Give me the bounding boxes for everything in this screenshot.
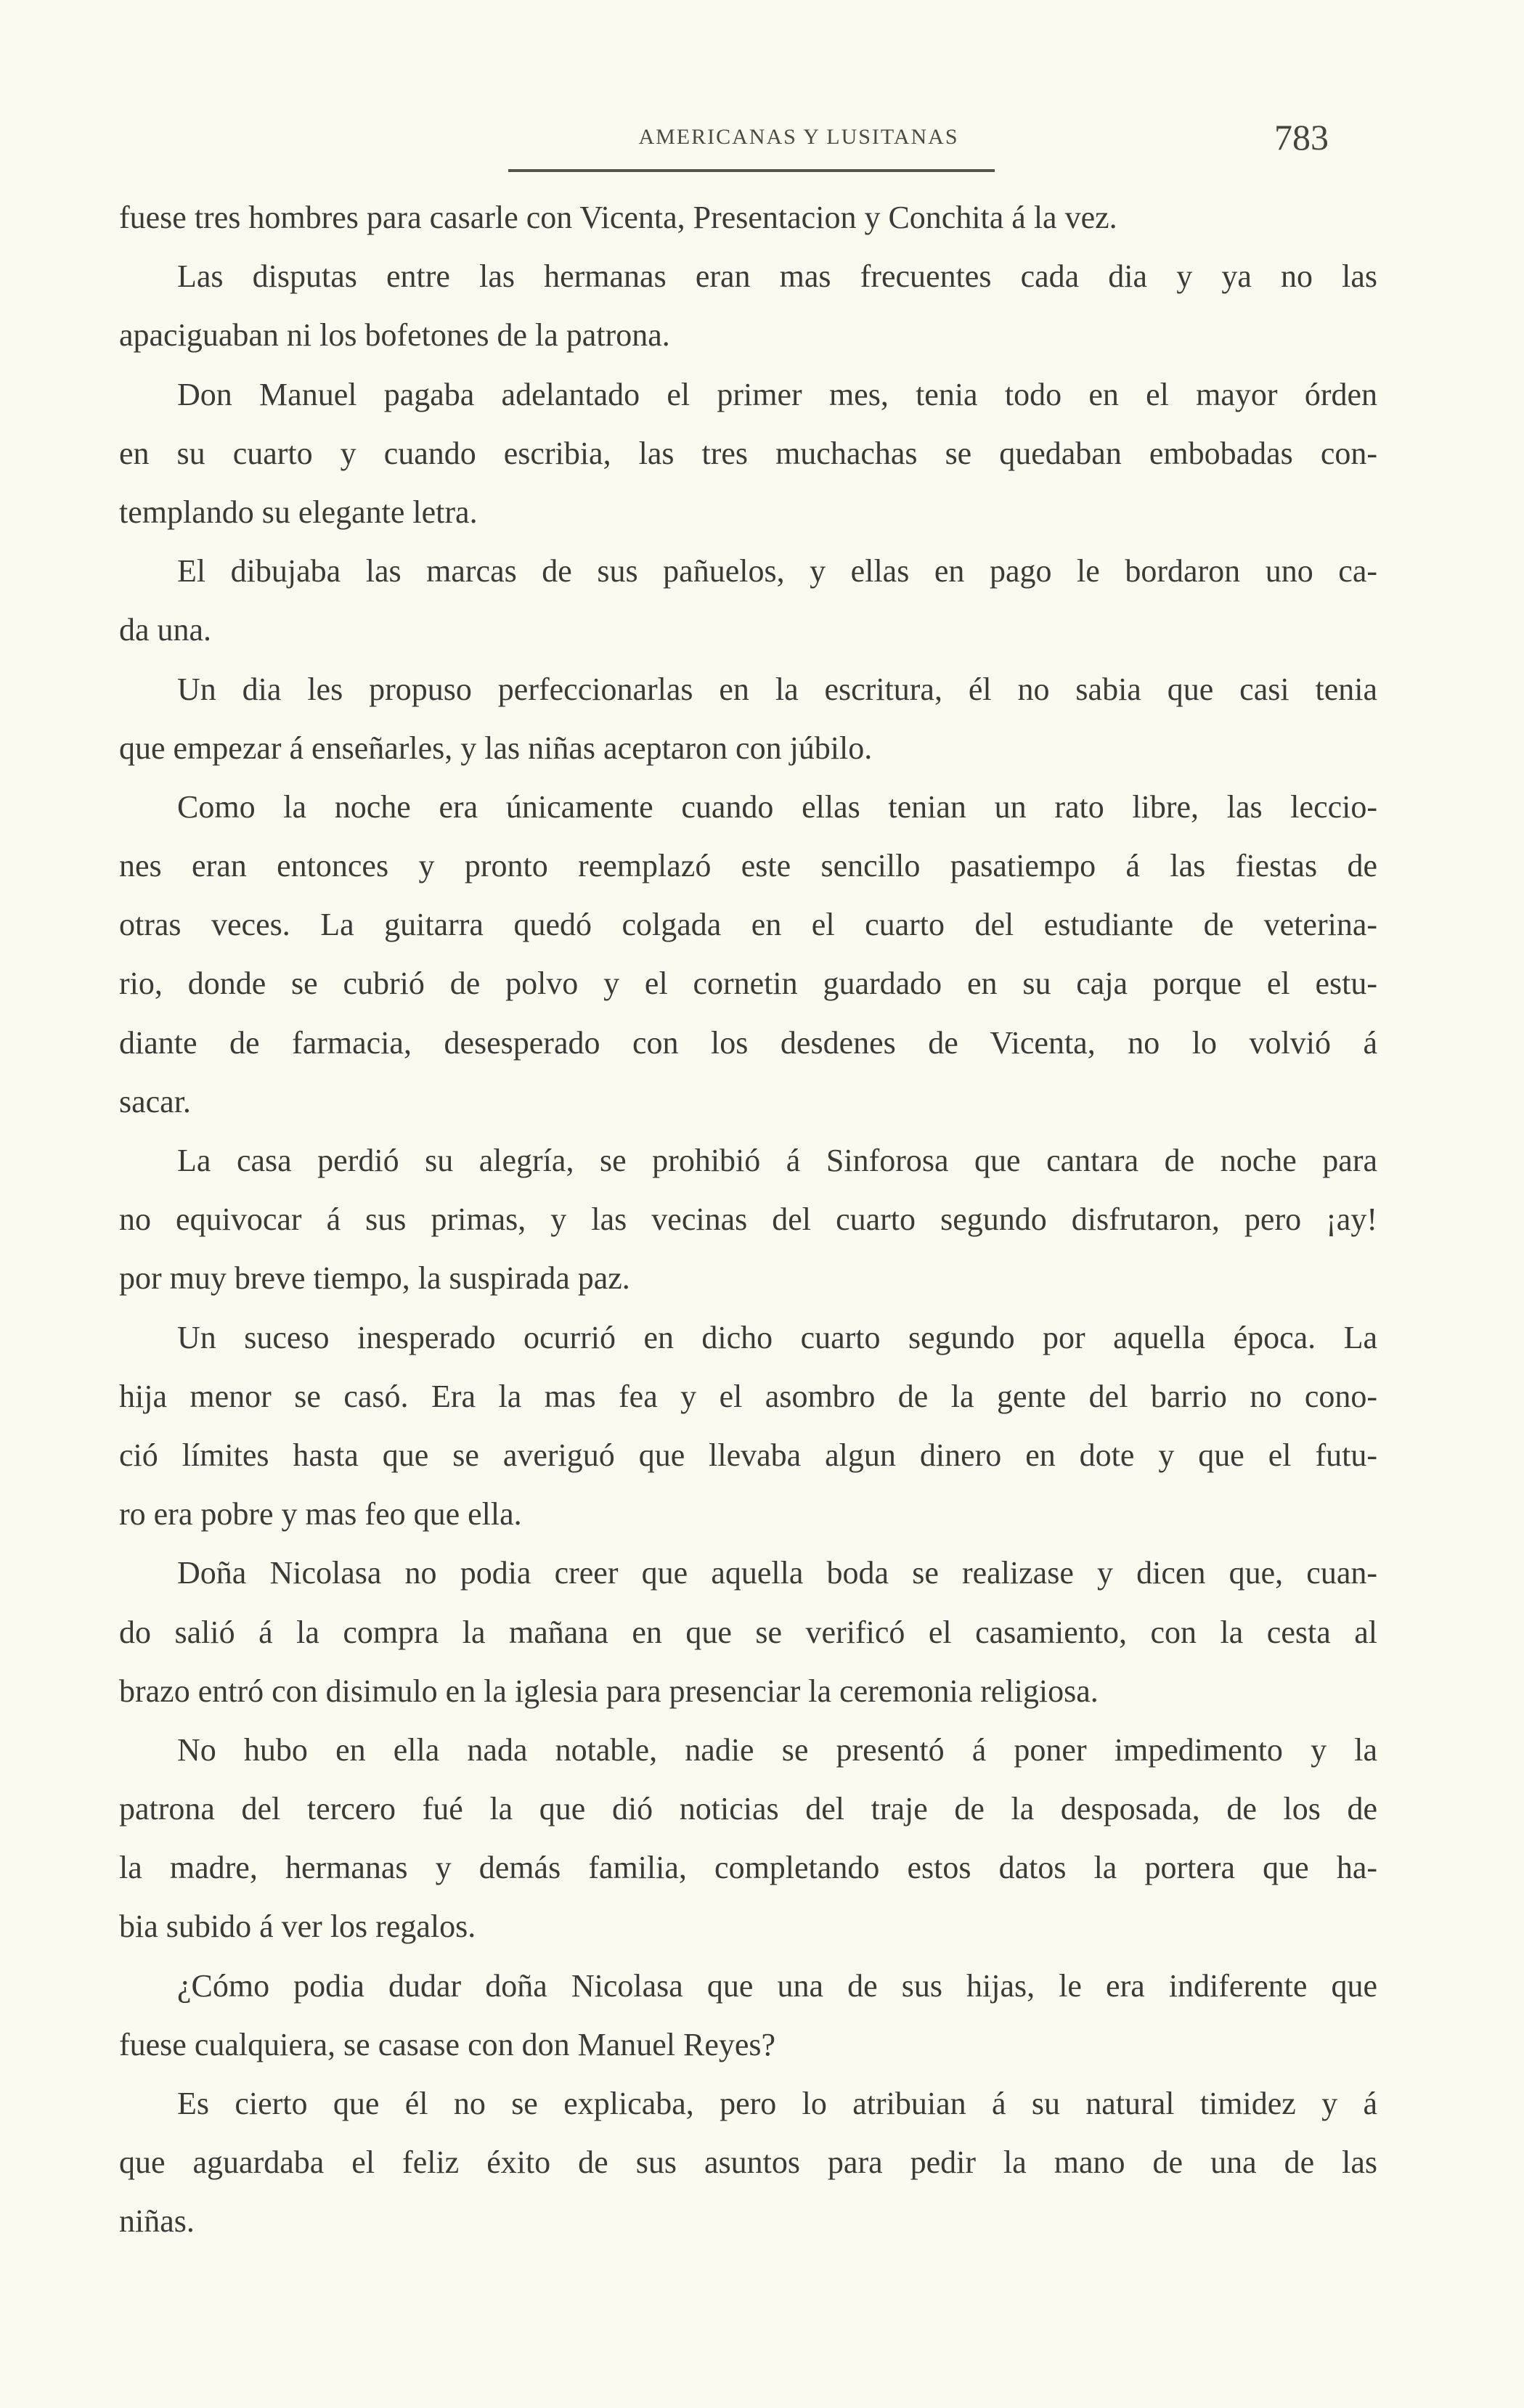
paragraph xyxy=(119,2074,1377,2251)
text-line: la madre, hermanas y demás familia, completando estos datos la portera que ha- xyxy=(119,1850,1377,1886)
text-line: La casa perdió su alegría, se prohibió á Sinforosa que cantara de noche para xyxy=(177,1143,1377,1178)
text-line: Don Manuel pagaba adelantado el primer mes, tenia todo en el mayor órden xyxy=(177,376,1377,412)
text-line: nes eran entonces y pronto reemplazó este sencillo pasatiempo á las fiestas de xyxy=(119,848,1377,884)
text-line: fuese tres hombres para casarle con Vicenta, Presentacion y Conchita á la vez. xyxy=(119,200,1117,235)
text-line: Un suceso inesperado ocurrió en dicho cuarto segundo por aquella época. La xyxy=(177,1319,1377,1355)
text-line: Doña Nicolasa no podia creer que aquella boda se realizase y dicen que, cuan- xyxy=(177,1555,1377,1591)
text-line: Es cierto que él no se explicaba, pero lo atribuian á su natural timidez y á xyxy=(177,2086,1377,2121)
text-line: bia subido á ver los regalos. xyxy=(119,1909,476,1945)
text-line: no equivocar á sus primas, y las vecinas del cuarto segundo disfrutaron, pero ¡ay! xyxy=(119,1201,1377,1238)
body-text xyxy=(119,188,1377,2251)
paragraph xyxy=(119,247,1377,364)
text-line: do salió á la compra la mañana en que se verificó el casamiento, con la cesta al xyxy=(119,1614,1377,1650)
running-head-title: AMERICANAS Y LUSITANAS xyxy=(638,125,959,149)
text-line: Las disputas entre las hermanas eran mas frecuentes cada dia y ya no las xyxy=(177,258,1377,295)
text-line: patrona del tercero fué la que dió noticias del traje de la desposada, de los de xyxy=(119,1791,1377,1827)
paragraph xyxy=(119,778,1377,1131)
text-line: El dibujaba las marcas de sus pañuelos, y ellas en pago le bordaron uno ca- xyxy=(177,553,1377,589)
text-line: diante de farmacia, desesperado con los desdenes de Vicenta, no lo volvió á xyxy=(119,1024,1377,1061)
text-line: en su cuarto y cuando escribia, las tres muchachas se quedaban embobadas con- xyxy=(119,435,1377,471)
text-line: ¿Cómo podia dudar doña Nicolasa que una de sus hijas, le era indiferente que xyxy=(177,1967,1377,2004)
text-line: da una. xyxy=(119,612,212,648)
text-line: por muy breve tiempo, la suspirada paz. xyxy=(119,1260,630,1297)
text-line: brazo entró con disimulo en la iglesia para presenciar la ceremonia religiosa. xyxy=(119,1673,1099,1709)
paragraph xyxy=(119,1131,1377,1308)
paragraph xyxy=(119,660,1377,778)
text-line: ció límites hasta que se averiguó que llevaba algun dinero en dote y que el futu- xyxy=(119,1437,1377,1473)
text-line: que empezar á enseñarles, y las niñas aceptaron con júbilo. xyxy=(119,730,873,766)
paragraph xyxy=(119,365,1377,542)
text-line: rio, donde se cubrió de polvo y el cornetin guardado en su caja porque el estu- xyxy=(119,966,1377,1002)
page-number: 783 xyxy=(1274,117,1329,158)
text-line: ro era pobre y mas feo que ella. xyxy=(119,1496,522,1532)
text-line: apaciguaban ni los bofetones de la patrona. xyxy=(119,317,670,354)
paragraph xyxy=(119,188,1377,247)
text-line: que aguardaba el feliz éxito de sus asuntos para pedir la mano de una de las xyxy=(119,2144,1377,2181)
paragraph xyxy=(119,1543,1377,1721)
paragraph xyxy=(119,1308,1377,1544)
text-line: templando su elegante letra. xyxy=(119,494,478,530)
text-line: Como la noche era únicamente cuando ellas tenian un rato libre, las leccio- xyxy=(177,788,1377,825)
text-line: sacar. xyxy=(119,1083,191,1119)
header-rule-divider xyxy=(508,169,995,172)
text-line: niñas. xyxy=(119,2203,195,2240)
paragraph xyxy=(119,1721,1377,1956)
paragraph xyxy=(119,542,1377,659)
text-line: otras veces. La guitarra quedó colgada en el cuarto del estudiante de veterina- xyxy=(119,907,1377,943)
paragraph xyxy=(119,1956,1377,2074)
text-line: Un dia les propuso perfeccionarlas en la escritura, él no sabia que casi tenia xyxy=(177,671,1377,707)
text-line: fuese cualquiera, se casase con don Manuel Reyes? xyxy=(119,2026,776,2062)
text-line: hija menor se casó. Era la mas fea y el asombro de la gente del barrio no cono- xyxy=(119,1378,1377,1414)
text-line: No hubo en ella nada notable, nadie se presentó á poner impedimento y la xyxy=(177,1731,1377,1768)
